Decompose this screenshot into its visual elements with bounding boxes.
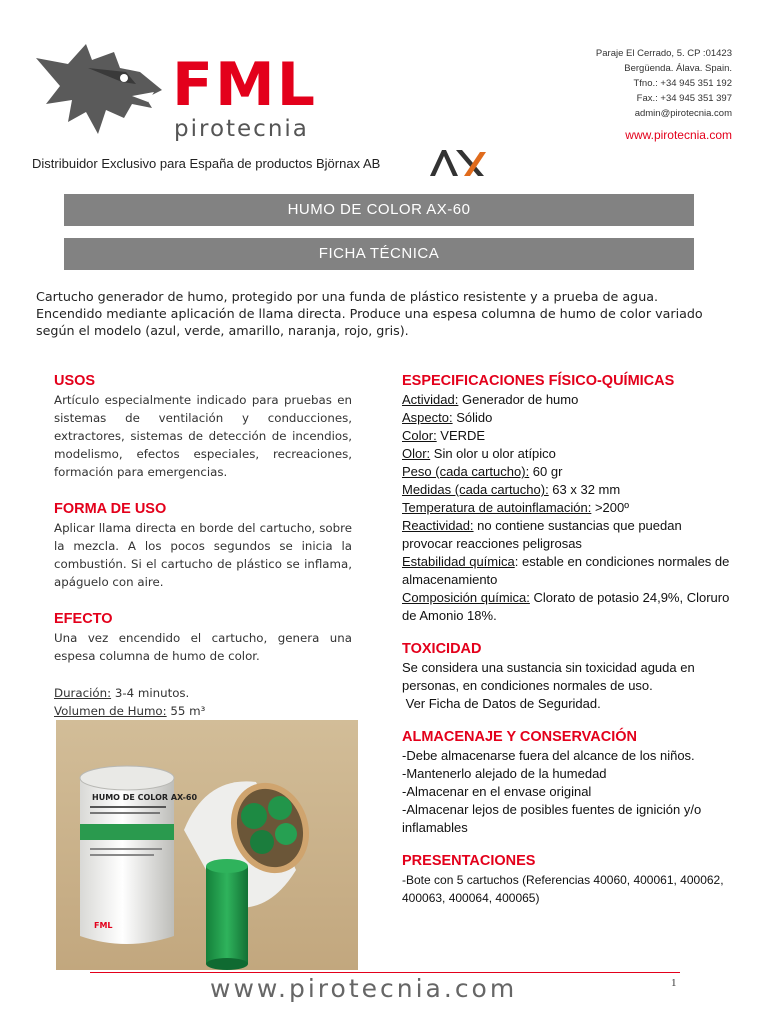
- spec-item: [402, 517, 732, 553]
- product-title-bar: HUMO DE COLOR AX-60: [64, 194, 694, 226]
- brand-subtitle: pirotecnia: [174, 116, 309, 142]
- spec-item: [402, 445, 732, 463]
- header-website-link[interactable]: www.pirotecnia.com: [625, 128, 732, 142]
- spec-item: [402, 409, 732, 427]
- efecto-text: Una vez encendido el cartucho, genera una espesa columna de humo de color.: [54, 631, 352, 663]
- spec-label: Medidas (cada cartucho):: [402, 482, 549, 497]
- spec-value: Generador de humo: [458, 392, 579, 407]
- ax-logo-icon: [428, 146, 488, 180]
- spec-item: [402, 427, 732, 445]
- usos-heading: USOS: [54, 373, 96, 389]
- brand-logo: FML: [172, 50, 317, 120]
- spec-label: Composición química:: [402, 590, 530, 605]
- footer-website-link[interactable]: www.pirotecnia.com: [210, 974, 518, 1003]
- can-brand: FML: [94, 921, 113, 930]
- intro-paragraph: Cartucho generador de humo, protegido por una funda de plástico resistente y a prueba de agua. Encendido mediante aplicación de llama directa. Produce una espesa columna de humo de color variado según el modelo (azul, verde, amarillo, naranja, rojo, gris).: [36, 289, 703, 338]
- volumen-label: Volumen de Humo:: [54, 704, 167, 718]
- can-label: HUMO DE COLOR AX-60: [92, 793, 198, 802]
- spec-label: Reactividad:: [402, 518, 474, 533]
- spec-label: Peso (cada cartucho):: [402, 464, 530, 479]
- wolf-logo-icon: [28, 38, 168, 138]
- toxicidad-text: Se considera una sustancia sin toxicidad aguda en personas, en condiciones normales de uso.: [402, 660, 695, 693]
- left-column: [54, 373, 352, 720]
- duracion-label: Duración:: [54, 686, 112, 700]
- spec-value: Sin olor u olor atípico: [430, 446, 556, 461]
- almacenaje-item: -Almacenar en el envase original: [402, 784, 592, 799]
- tech-sheet-bar: FICHA TÉCNICA: [64, 238, 694, 270]
- spec-value: no contiene sustancias que puedan provocar reacciones peligrosas: [402, 518, 682, 551]
- product-photo: [56, 720, 358, 970]
- toxicidad-ref: Ver Ficha de Datos de Seguridad.: [402, 696, 601, 711]
- spec-value: Sólido: [452, 410, 493, 425]
- contact-email[interactable]: admin@pirotecnia.com: [634, 108, 732, 119]
- spec-label: Temperatura de autoinflamación:: [402, 500, 592, 515]
- contact-phone: Tfno.: +34 945 351 192: [633, 78, 732, 89]
- presentaciones-text: -Bote con 5 cartuchos (Referencias 40060, 400061, 400062, 400063, 400064, 400065): [402, 873, 724, 905]
- duracion-value: 3-4 minutos.: [111, 686, 190, 700]
- spec-value: : estable en condiciones normales de almacenamiento: [402, 554, 730, 587]
- spec-value: >200º: [591, 500, 629, 515]
- contact-block: [596, 46, 732, 121]
- volumen-value: 55 m³: [166, 704, 206, 718]
- efecto-heading: EFECTO: [54, 611, 113, 627]
- spec-value: VERDE: [436, 428, 486, 443]
- presentaciones-heading: PRESENTACIONES: [402, 853, 536, 869]
- almacenaje-heading: ALMACENAJE Y CONSERVACIÓN: [402, 729, 637, 745]
- usos-text: Artículo especialmente indicado para pruebas en sistemas de ventilación y conducciones, extractores, sistemas de detección de incendios, modelismo, efectos especiales, recreaciones, formación para emergencias.: [54, 393, 352, 479]
- footer-divider: [90, 972, 680, 973]
- spec-item: [402, 481, 732, 499]
- spec-value: 60 gr: [529, 464, 563, 479]
- spec-item: [402, 499, 732, 517]
- forma-uso-text: Aplicar llama directa en borde del cartucho, sobre la mezcla. A los pocos segundos se inicia la combustión. Si el cartucho de plástico se inflama, apáguelo con aire.: [54, 521, 352, 589]
- spec-label: Olor:: [402, 446, 431, 461]
- contact-address: Paraje El Cerrado, 5. CP :01423: [595, 48, 732, 59]
- specs-heading: ESPECIFICACIONES FÍSICO-QUÍMICAS: [402, 373, 675, 389]
- almacenaje-item: -Mantenerlo alejado de la humedad: [402, 766, 607, 781]
- spec-label: Aspecto:: [402, 410, 453, 425]
- distributor-text: Distribuidor Exclusivo para España de productos Björnax AB: [32, 156, 381, 171]
- spec-label: Estabilidad química: [402, 554, 515, 569]
- page-number: 1: [671, 977, 677, 989]
- right-column: [402, 373, 732, 907]
- volumen-line: [54, 702, 352, 720]
- spec-item: [402, 553, 732, 589]
- spec-label: Actividad:: [402, 392, 459, 407]
- toxicidad-heading: TOXICIDAD: [402, 641, 482, 657]
- spec-value: 63 x 32 mm: [548, 482, 621, 497]
- contact-fax: Fax.: +34 945 351 397: [636, 93, 732, 104]
- almacenaje-item: -Debe almacenarse fuera del alcance de los niños.: [402, 748, 695, 763]
- spec-value: Clorato de potasio 24,9%, Cloruro de Amonio 18%.: [402, 590, 730, 623]
- spec-item: [402, 463, 732, 481]
- spec-item: [402, 589, 732, 625]
- forma-uso-heading: FORMA DE USO: [54, 501, 167, 517]
- spec-item: [402, 391, 732, 409]
- spec-label: Color:: [402, 428, 437, 443]
- duracion-line: [54, 684, 352, 702]
- contact-city: Bergüenda. Álava. Spain.: [624, 63, 732, 74]
- almacenaje-item: -Almacenar lejos de posibles fuentes de ignición y/o inflamables: [402, 802, 702, 835]
